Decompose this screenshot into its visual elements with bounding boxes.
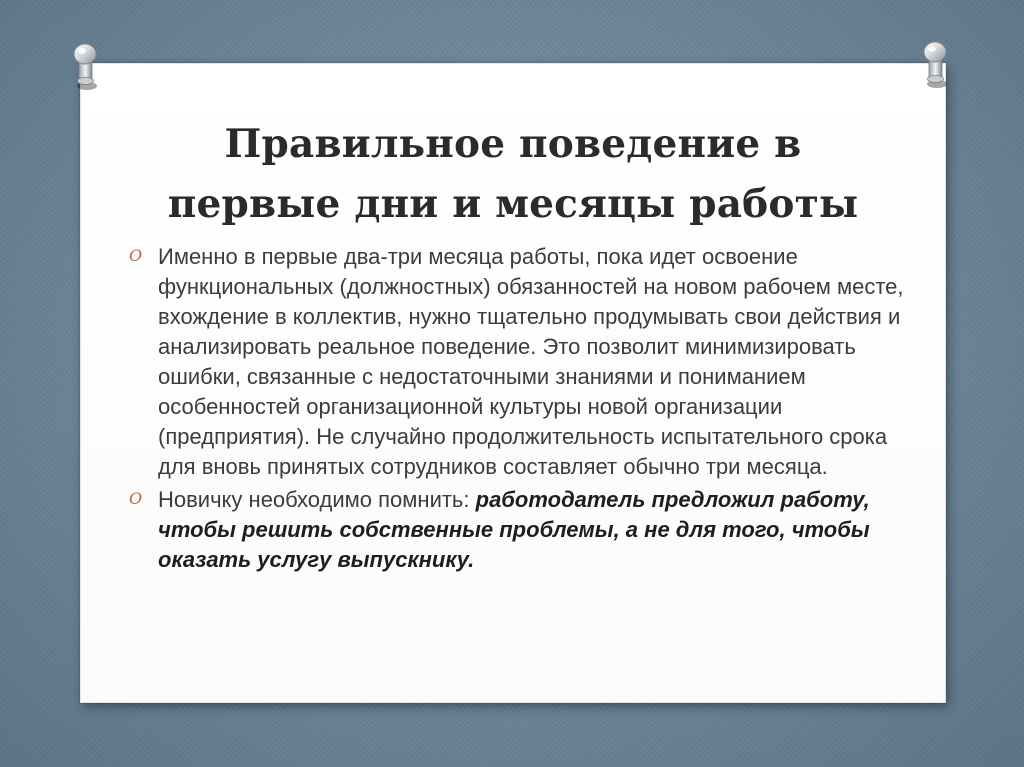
bullet-marker-icon: O <box>129 246 143 265</box>
bullet-list <box>129 242 905 578</box>
bullet-text-emphasis: работодатель предложил работу, чтобы решить собственные проблемы, а не для того, чтобы оказать услугу выпускнику. <box>158 487 870 572</box>
pushpin-icon <box>68 42 102 92</box>
slide-title-line: первые дни и месяцы работы <box>167 181 859 227</box>
slide-card <box>80 63 946 703</box>
bullet-text-plain: Новичку необходимо помнить: <box>158 487 476 512</box>
bullet-text: Именно в первые два-три месяца работы, пока идет освоение функциональных (должностных) обязанностей на новом рабочем месте, вхождение в коллектив, нужно тщательно продумывать свои действия и анализировать реальное поведение. Это позволит минимизировать ошибки, связанные с недостаточными знаниями и пониманием особенностей организационной культуры новой организации (предприятия). Не случайно продолжительность испытательного срока для вновь принятых сотрудников составляет обычно три месяца. <box>158 244 904 479</box>
bullet-text <box>158 485 905 575</box>
pushpin-icon <box>918 40 952 90</box>
slide-title <box>81 114 945 234</box>
slide-title-line: Правильное поведение в <box>224 121 802 167</box>
bullet-marker-icon: O <box>129 489 143 508</box>
bullet-item <box>129 485 905 575</box>
bullet-item <box>129 242 905 482</box>
